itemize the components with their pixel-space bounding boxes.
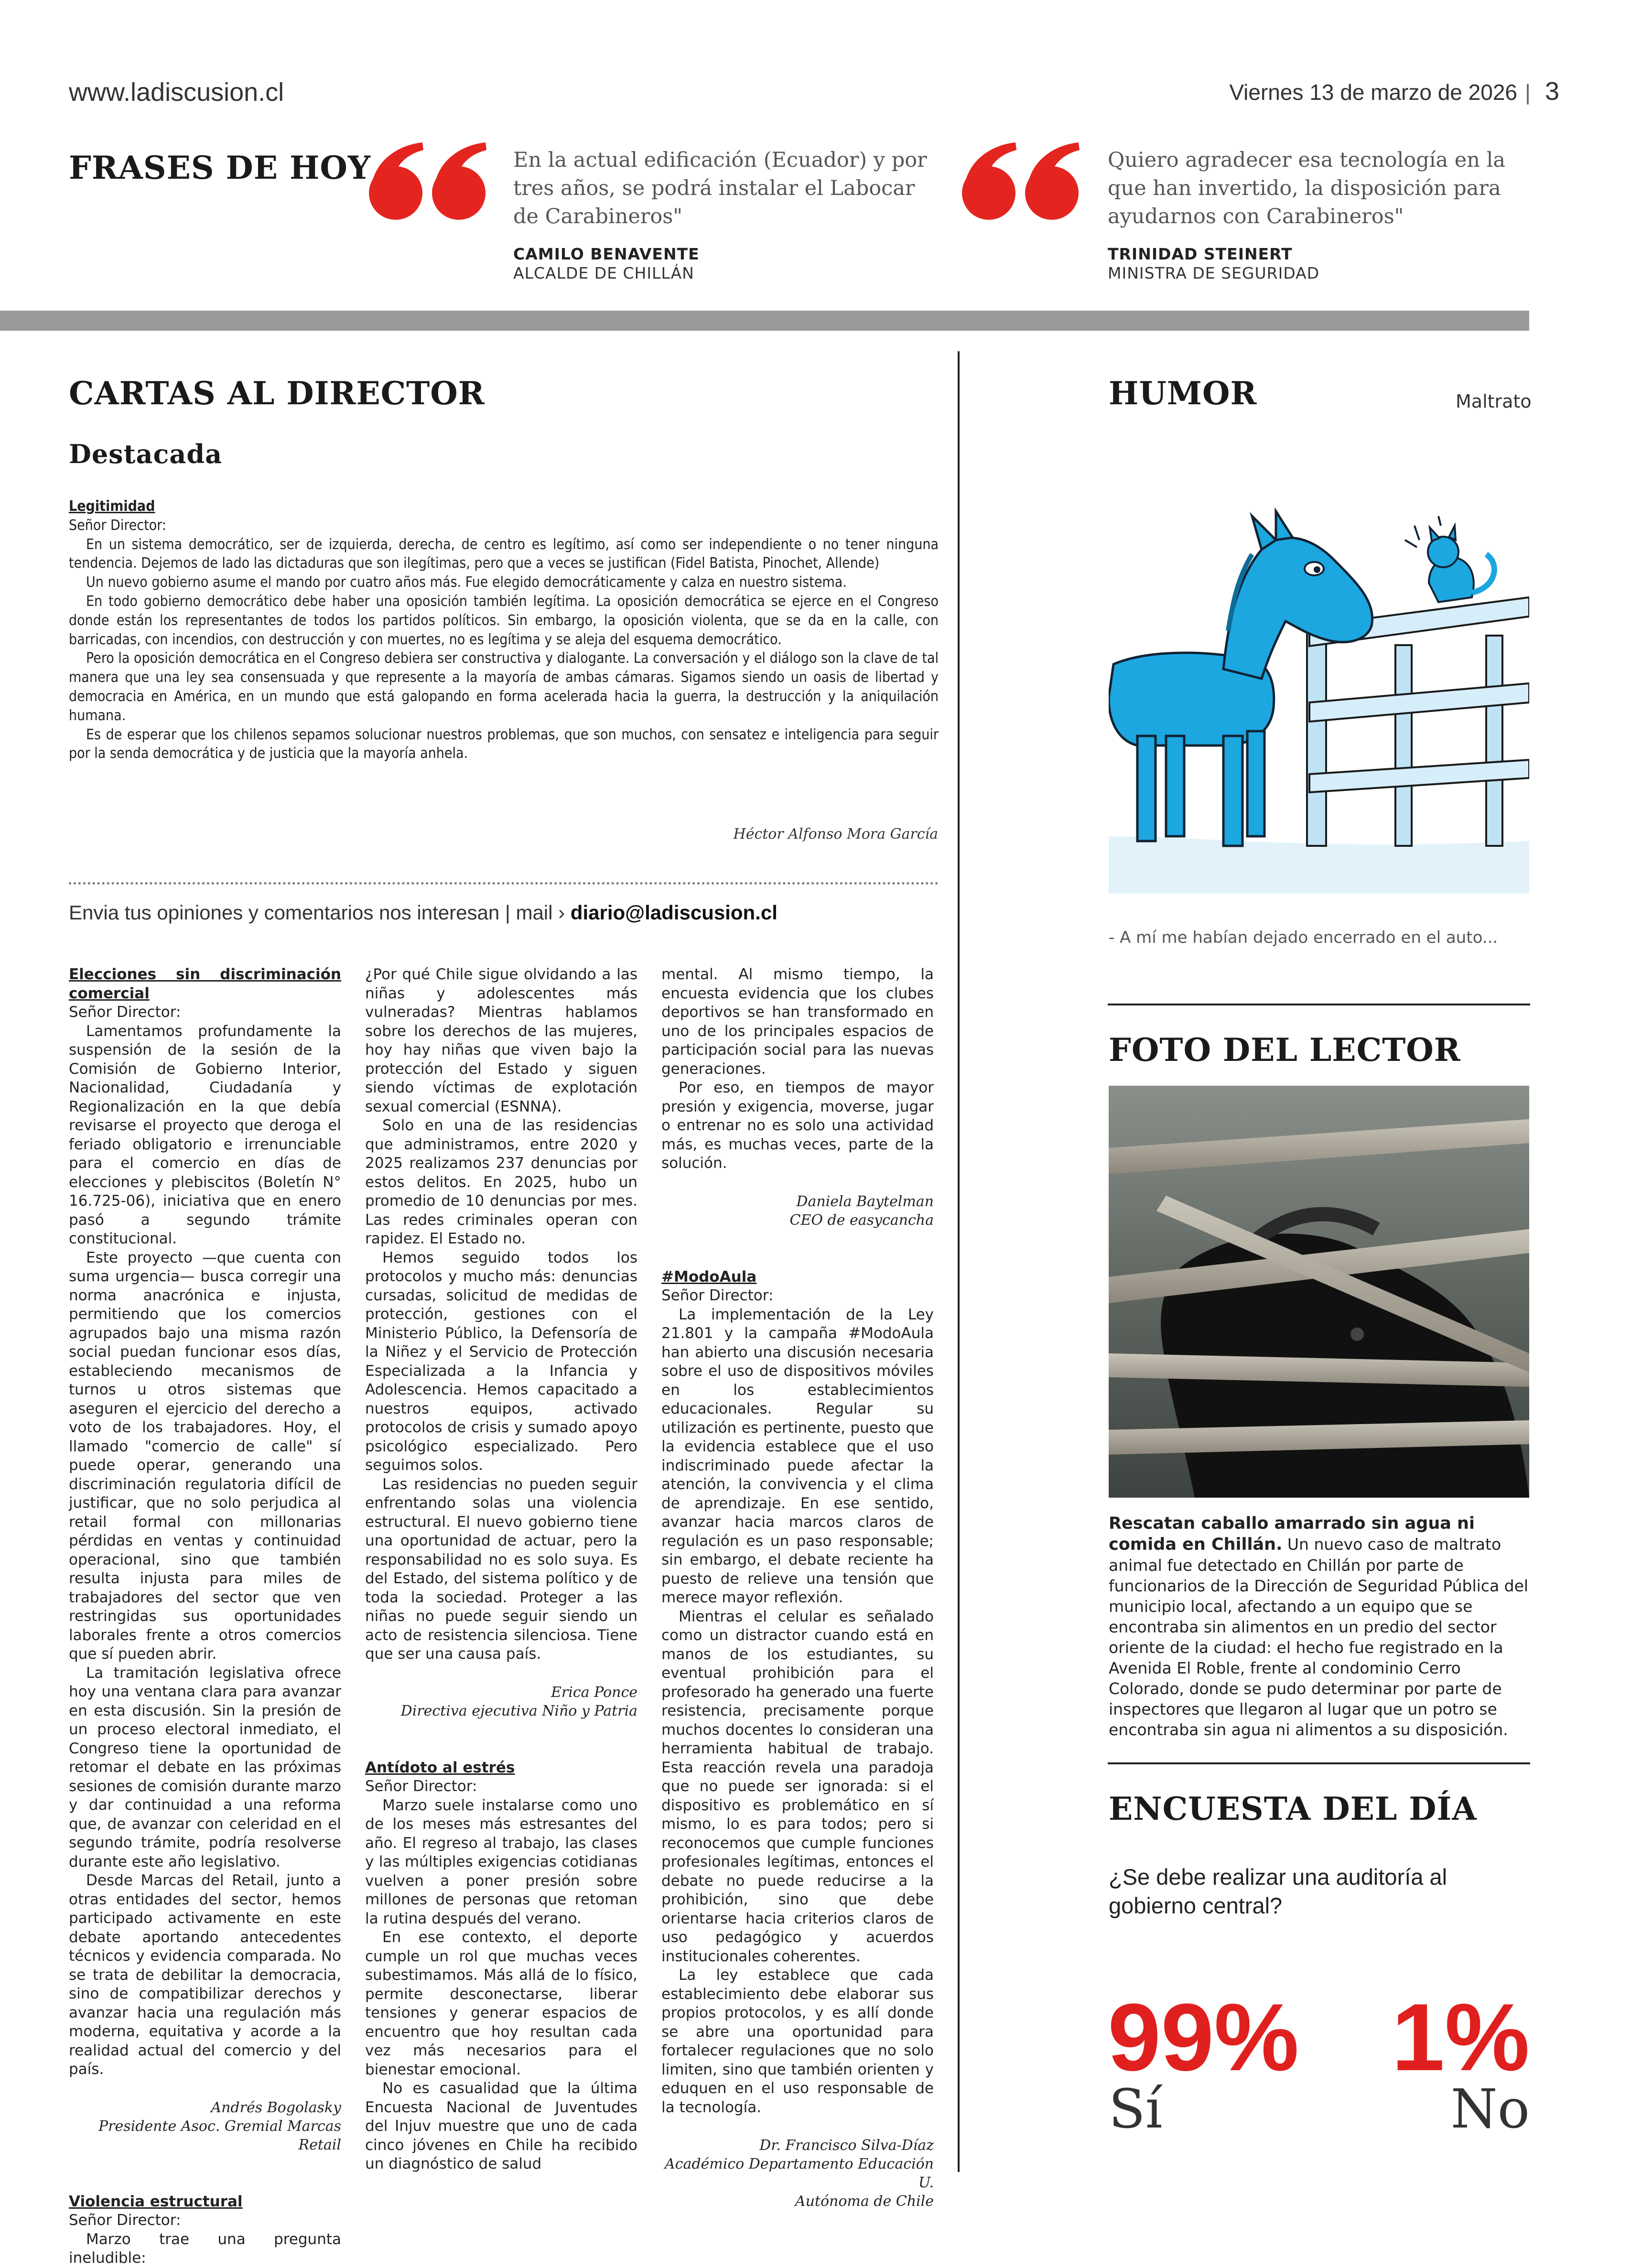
poll-yes-percent: 99% <box>1108 1984 1299 2091</box>
letter-paragraph: Desde Marcas del Retail, junto a otras entidades del sector, hemos participado activamente en este debate aportando antecedentes técnicos y evidencia comparada. No se trata de debilitar la democracia, sino de compatibilizar derechos y avanzar hacia una regulación más moderna, equitativa y acorde a la realidad actual del comercio y del país. <box>69 1872 341 2078</box>
site-url[interactable]: www.ladiscusion.cl <box>69 78 284 107</box>
horse-pupil <box>1314 566 1320 573</box>
poll-no-label: No <box>1450 2078 1530 2140</box>
letter-paragraph: Mientras el celular es señalado como un distractor cuando está en manos de los estudiantes, su eventual prohibición para el profesorado ha generado una fuerte resistencia, precisamente porque muchos docentes lo consideran una herramienta habitual de trabajo. Esta reacción revela una paradoja que no puede ser ignorada: si el dispositivo es problemático en sí mismo, lo es para todos; pero si reconocemos que cumple funciones profesionales legítimas, entonces el debate no puede reducirse a la prohibición, sino que debe orientarse hacia criterios claros de uso pedagógico y acuerdos institucionales coherentes. <box>661 1608 934 1965</box>
quote-1-text: En la actual edificación (Ecuador) y por tres años, se podrá instalar el Labocar de Carabineros" <box>513 148 927 228</box>
letter-paragraph: No es casualidad que la última Encuesta Nacional de Juventudes del Injuv muestre que uno de cada cinco jóvenes en Chile ha recibido un diagnóstico de salud <box>365 2080 637 2172</box>
letter-signature-role: CEO de easycancha <box>789 1211 934 1229</box>
poll-question: ¿Se debe realizar una auditoría al gobierno central? <box>1109 1864 1447 1918</box>
letter-signature-name: Erica Ponce <box>551 1684 637 1701</box>
spacer <box>661 1230 934 1268</box>
letter-signature-name: Andrés Bogolasky <box>211 2099 341 2116</box>
letter-paragraph: La implementación de la Ley 21.801 y la campaña #ModoAula han abierto una discusión necesaria sobre el uso de dispositivos móviles en los establecimientos educacionales. Regular su utilización es pertinente, puesto que la evidencia establece que el uso indiscriminado puede afectar la atención, la convivencia y el clima de aprendizaje. En ese sentido, avanzar hacia marcos claros de regulación es un paso responsable; sin embargo, el debate reciente ha puesto de relieve una tensión que merece mayor reflexión. <box>661 1306 934 1606</box>
letter-paragraph: Lamentamos profundamente la suspensión de la sesión de la Comisión de Gobierno Interior, Nacionalidad, Ciudadanía y Regionalización en la que debía revisarse el proyecto que deroga el feriado obligatorio e irrenunciable para el comercio en días de elecciones y plebiscitos (Boletín N° 16.725-06), iniciativa que en enero pasó a segundo trámite constitucional. <box>69 1022 341 1247</box>
letter-salutation: Señor Director: <box>69 517 166 534</box>
letter-paragraph: En ese contexto, el deporte cumple un rol que muchas veces subestimamos. Más allá de lo físico, permite desconectarse, liberar tensiones y generar espacios de encuentro que hoy resultan cada vez más necesarios para el bienestar emocional. <box>365 1929 637 2078</box>
horse-leg <box>1166 736 1184 836</box>
letter-signature-role: Presidente Asoc. Gremial Marcas Retail <box>98 2117 341 2153</box>
letter-salutation: Señor Director: <box>365 1778 477 1795</box>
letter-paragraph: Solo en una de las residencias que administramos, entre 2020 y 2025 realizamos 237 denuncias por estos delitos. En 2025, hubo un promedio de 10 denuncias por mes. Las redes criminales operan con rapidez. El Estado no. <box>365 1117 637 1247</box>
date-text: Viernes 13 de marzo de 2026 <box>1229 80 1517 105</box>
letter-paragraph: Marzo suele instalarse como uno de los meses más estresantes del año. El regreso al trabajo, las clases y las múltiples exigencias cotidianas vuelven a poner presión sobre millones de personas que retoman la rutina después del verano. <box>365 1796 637 1927</box>
page-number: 3 <box>1545 77 1559 106</box>
letter-paragraph: En todo gobierno democrático debe haber una oposición también legítima. La oposición democrática se ejerce en el Congreso donde están los representantes de todos los partidos políticos. Sin embargo, la oposición violenta, que se da en la calle, con barricadas, con incendios, con destrucción y con muertes, no es legítima y se aleja del esquema democrático. <box>69 593 939 648</box>
letter-title: Legitimidad <box>69 498 155 515</box>
humor-cartoon <box>1109 507 1529 894</box>
letter-salutation: Señor Director: <box>661 1287 774 1304</box>
featured-signature: Héctor Alfonso Mora García <box>733 826 938 842</box>
featured-letter <box>69 497 939 763</box>
letter-salutation: Señor Director: <box>69 2212 181 2229</box>
spacer <box>69 2154 341 2192</box>
letter-paragraph: ¿Por qué Chile sigue olvidando a las niñas y adolescentes más vulneradas? Mientras hablamos sobre los derechos de las mujeres, hoy hay niñas que viven bajo la protección del Estado y siguen siendo víctimas de explotación sexual comercial (ESNNA). <box>365 966 637 1115</box>
letter-salutation: Señor Director: <box>69 1004 181 1021</box>
poll-yes-label: Sí <box>1109 2078 1163 2140</box>
letter-paragraph: Un nuevo gobierno asume el mando por cuatro años más. Fue elegido democráticamente y calza en nuestro sistema. <box>86 574 847 591</box>
letter-paragraph: Por eso, en tiempos de mayor presión y exigencia, moverse, jugar o entrenar no es solo una actividad más, es muchas veces, parte de la solución. <box>661 1079 934 1172</box>
poll-no-percent: 1% <box>1391 1984 1530 2091</box>
mail-line <box>69 901 778 924</box>
section-divider <box>0 311 1529 331</box>
letter-paragraph: Es de esperar que los chilenos sepamos solucionar nuestros problemas, que son muchos, con sensatez e inteligencia para seguir por la senda democrática y de justicia que la mayoría anhela. <box>69 726 939 762</box>
letter-signature-role: Académico Departamento Educación U. <box>665 2156 934 2191</box>
letter-signature-role: Autónoma de Chile <box>795 2193 934 2210</box>
issue-date <box>1229 76 1559 106</box>
letter-signature-role: Directiva ejecutiva Niño y Patria <box>400 1702 637 1719</box>
letter-paragraph: La tramitación legislativa ofrece hoy una ventana clara para avanzar en esta discusión. Sin la presión de un proceso electoral inmediato, el Congreso tiene la oportunidad de retomar el debate en las próximas sesiones de comisión durante marzo y dar continuidad a una reforma que, de avanzar con celeridad en el segundo trámite, podría resolverse durante este año legislativo. <box>69 1664 341 1870</box>
dotted-divider <box>69 882 939 885</box>
cartas-subtitle: Destacada <box>69 439 223 469</box>
letter-signature-name: Dr. Francisco Silva-Díaz <box>759 2137 934 2154</box>
mail-prompt: Envia tus opiniones y comentarios nos interesan <box>69 901 500 924</box>
horse-leg <box>1137 736 1156 841</box>
letter-paragraph: Las residencias no pueden seguir enfrentando solas una violencia estructural. El nuevo gobierno tiene una oportunidad de actuar, pero la responsabilidad no es solo suya. Es del Estado, del sistema político y de toda la sociedad. Proteger a las niñas no puede seguir siendo un acto de resistencia silenciosa. Tiene que ser una causa país. <box>365 1475 637 1663</box>
letter-title: #ModoAula <box>661 1268 757 1285</box>
letter-paragraph: Este proyecto —que cuenta con suma urgencia— busca corregir una norma anacrónica e injusta, permitiendo que los comercios agrupados bajo una misma razón social puedan funcionar esos días, estableciendo mecanismos de turnos u otros sistemas que aseguren el ejercicio del derecho a voto de los trabajadores. Hoy, el llamado "comercio de calle" sí puede operar, generando una discriminación regulatoria difícil de justificar, que no solo perjudica al retail formal con millonarias pérdidas en ventas y continuidad operacional, sino que también resulta injusta para miles de trabajadores del sector que ven restringidas sus oportunidades laborales frente a otros comercios que sí pueden abrir. <box>69 1249 341 1663</box>
horse-leg <box>1247 731 1264 836</box>
letter-paragraph: mental. Al mismo tiempo, la encuesta evidencia que los clubes deportivos se han transformado en uno de los principales espacios de participación social para las nuevas generaciones. <box>661 966 934 1078</box>
spacer <box>365 1664 637 1683</box>
date-divider: | <box>1525 80 1531 105</box>
spacer <box>365 1720 637 1759</box>
humor-divider <box>1108 1004 1530 1005</box>
letter-paragraph: Marzo trae una pregunta ineludible: <box>69 2230 341 2267</box>
horse-eye-photo <box>1350 1328 1364 1341</box>
letter-paragraph: La ley establece que cada establecimiento debe elaborar sus propios protocolos, y es allí donde se abre una oportunidad para fortalecer regulaciones que no solo limiten, sino que también orienten y eduquen en el uso responsable de la tecnología. <box>661 1966 934 2116</box>
spacer <box>661 2117 934 2136</box>
quote-2-role: MINISTRA DE SEGURIDAD <box>1108 264 1320 282</box>
foto-divider <box>1108 1762 1530 1764</box>
foto-caption-headline: Rescatan caballo amarrado sin agua ni comida en Chillán. <box>1109 1514 1475 1554</box>
quote-1-name: CAMILO BENAVENTE <box>513 245 700 263</box>
cartoon-title: Maltrato <box>1456 391 1532 412</box>
spacer <box>69 2079 341 2098</box>
mail-label: mail › <box>516 901 565 924</box>
letter-title: Antídoto al estrés <box>365 1759 515 1776</box>
quote-mark-icon <box>958 140 1087 221</box>
mail-divider: | <box>505 901 516 924</box>
quote-2-name: TRINIDAD STEINERT <box>1108 245 1293 263</box>
letters-column-1 <box>69 965 341 2268</box>
encuesta-title: ENCUESTA DEL DÍA <box>1109 1790 1477 1827</box>
horse-leg <box>1223 736 1242 846</box>
letter-paragraph: En un sistema democrático, ser de izquierda, derecha, de centro es legítimo, así como ser independiente o no tener ninguna tendencia. Dejemos de lado las dictaduras que son ilegítimas, pero que a veces se justifican (Fidel Batista, Pinochet, Allende) <box>69 536 939 572</box>
humor-caption: - A mí me habían dejado encerrado en el auto... <box>1109 928 1498 947</box>
reader-photo <box>1109 1086 1529 1498</box>
mail-address-link[interactable]: diario@ladiscusion.cl <box>570 901 778 924</box>
letter-paragraph: Hemos seguido todos los protocolos y mucho más: denuncias cursadas, solicitud de medidas de protección, gestiones con el Ministerio Público, la Defensoría de la Niñez y el Servicio de Protección Especializada a la Infancia y Adolescencia. Hemos capacitado a nuestros equipos, activado protocolos de crisis y sumado apoyo psicológico especializado. Pero seguimos solos. <box>365 1249 637 1474</box>
foto-title: FOTO DEL LECTOR <box>1109 1031 1461 1069</box>
letter-title: Violencia estructural <box>69 2192 243 2210</box>
frases-title: FRASES DE HOY <box>69 149 371 186</box>
quote-2-text: Quiero agradecer esa tecnología en la que han invertido, la disposición para ayudarnos con Carabineros" <box>1108 148 1505 228</box>
fence-post <box>1395 645 1412 846</box>
spacer <box>661 1173 934 1192</box>
fence-post <box>1486 636 1502 846</box>
column-divider <box>958 351 960 2172</box>
cartas-title: CARTAS AL DIRECTOR <box>69 375 485 412</box>
fence-post <box>1307 626 1326 846</box>
quote-1-role: ALCALDE DE CHILLÁN <box>513 264 694 282</box>
letters-column-2 <box>365 965 637 2174</box>
letter-title: Elecciones sin discriminación comercial <box>69 966 341 1002</box>
humor-title: HUMOR <box>1109 375 1257 412</box>
quote-mark-icon <box>365 140 494 221</box>
letter-signature-name: Daniela Baytelman <box>796 1193 934 1210</box>
letters-column-3 <box>661 965 934 2211</box>
foto-caption-text: Un nuevo caso de maltrato animal fue detectado en Chillán por parte de funcionarios de la Dirección de Seguridad Pública del municipio local, afectando a un equipo que se encontraba sin alimentos en un predio del sector oriente de la ciudad: el hecho fue registrado en la Avenida El Roble, frente al condominio Cerro Colorado, donde se pudo determinar por parte de inspectores que llegaron al lugar que un potro se encontraba sin agua ni alimentos a su disposición. <box>1109 1535 1529 1739</box>
foto-caption <box>1109 1513 1529 1740</box>
letter-paragraph: Pero la oposición democrática en el Congreso debiera ser constructiva y dialogante. La conversación y el diálogo son la clave de tal manera que una ley sea consensuada y que represente a la mayoría de ambas cámaras. Sigamos siendo un oasis de libertad y democracia en América, en un mundo que está galopando en forma acelerada hacia la guerra, la destrucción y la aniquilación humana. <box>69 650 939 724</box>
